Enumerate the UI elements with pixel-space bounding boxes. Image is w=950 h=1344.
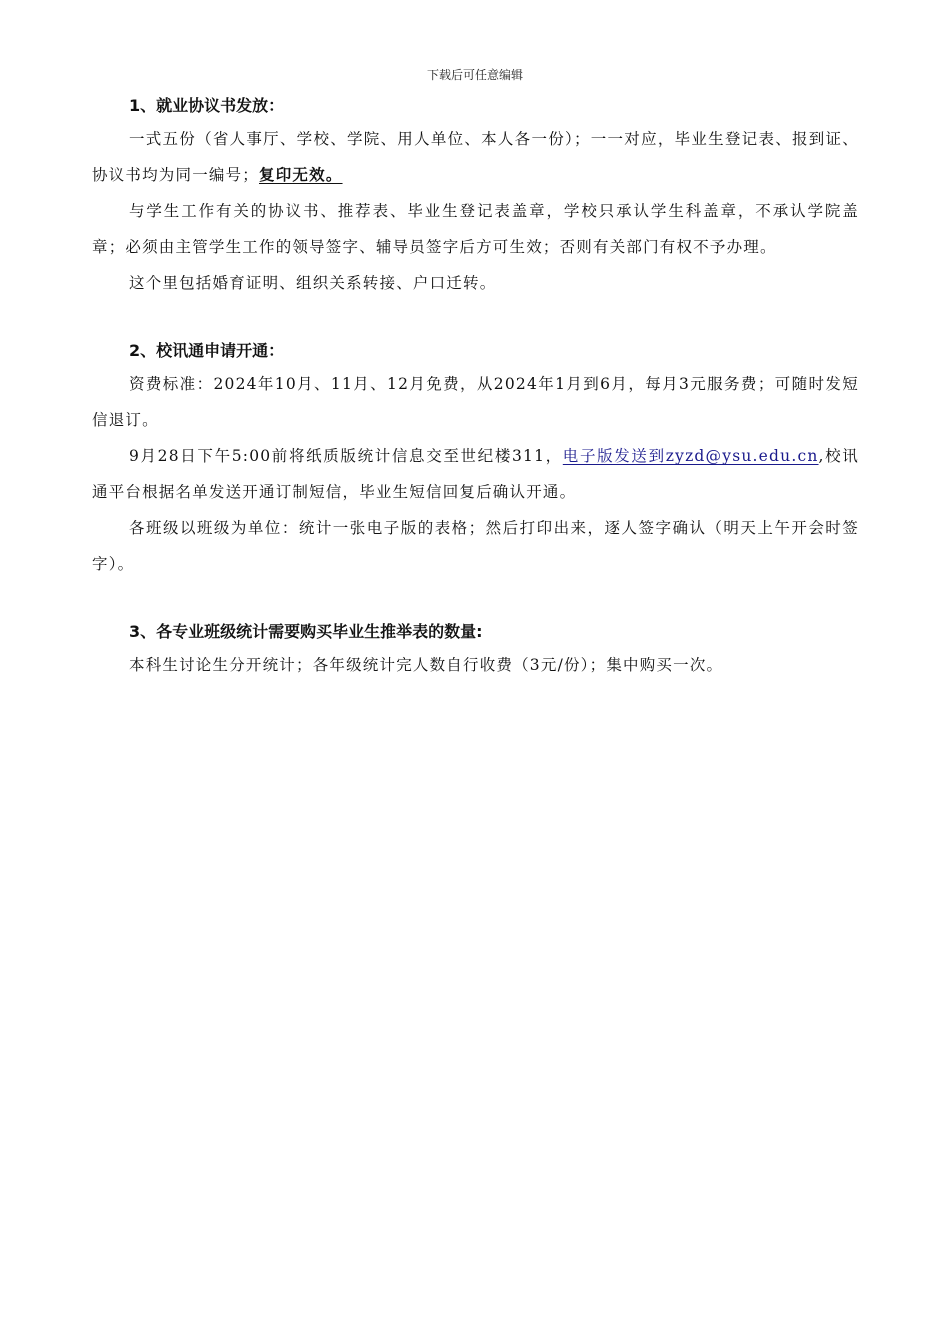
section-heading: 2、校讯通申请开通：: [129, 341, 285, 360]
emphasis-text: 复印无效。: [259, 165, 343, 184]
paragraph: 本科生讨论生分开统计；各年级统计完人数自行收费（3元/份）；集中购买一次。: [129, 656, 724, 674]
section-heading: 3、各专业班级统计需要购买毕业生推举表的数量:: [129, 622, 483, 641]
paragraph: [92, 121, 859, 193]
section-campus-sms: [92, 337, 859, 582]
paragraph: [92, 438, 859, 510]
paragraph-text: 一式五份（省人事厅、学校、学院、用人单位、本人各一份）；一一对应，毕业生登记表、报到证、协议书均为同一编号；: [92, 130, 859, 184]
section-heading: 1、就业协议书发放：: [129, 96, 285, 115]
page-header: 下载后可任意编辑: [426, 68, 523, 82]
paragraph: 与学生工作有关的协议书、推荐表、毕业生登记表盖章，学校只承认学生科盖章，不承认学院盖章；必须由主管学生工作的领导签字、辅导员签字后方可生效；否则有关部门有权不予办理。: [92, 202, 859, 256]
document-body: [92, 92, 859, 683]
email-link[interactable]: 电子版发送到zyzd@ysu.edu.cn: [562, 447, 819, 465]
section-employment-agreement: [92, 92, 859, 301]
paragraph-text: 9月28日下午5:00前将纸质版统计信息交至世纪楼311，: [129, 447, 563, 465]
paragraph: 资费标准：2024年10月、11月、12月免费，从2024年1月到6月，每月3元服务费；可随时发短信退订。: [92, 375, 859, 429]
section-recommendation-forms: [92, 618, 859, 683]
paragraph: 这个里包括婚育证明、组织关系转接、户口迁转。: [129, 274, 497, 292]
paragraph: 各班级以班级为单位：统计一张电子版的表格；然后打印出来，逐人签字确认（明天上午开会时签字）。: [92, 519, 859, 573]
paragraph-text: ,校讯通平台根据名单发送开通订制短信，毕业生短信回复后确认开通。: [92, 447, 859, 501]
